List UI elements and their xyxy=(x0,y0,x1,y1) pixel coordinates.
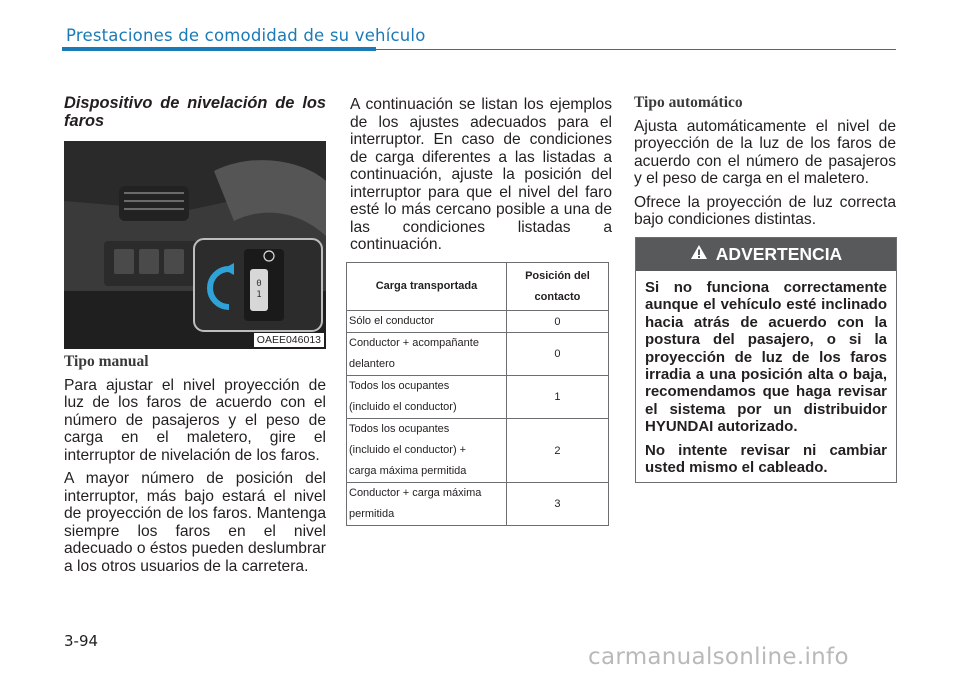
table-row xyxy=(347,311,609,333)
manual-type-section xyxy=(64,353,326,581)
position-cell: 0 xyxy=(506,333,608,376)
position-cell: 3 xyxy=(506,483,608,526)
header-rule-thick xyxy=(62,47,376,51)
load-cell-line: (incluido el conductor) + xyxy=(349,444,467,456)
load-cell-line: delantero xyxy=(349,358,395,370)
warning-header xyxy=(636,238,896,271)
table-row xyxy=(347,333,609,376)
page-number: 3-94 xyxy=(64,632,99,650)
load-cell-line: Todos los ocupantes xyxy=(349,423,450,435)
watermark: carmanualsonline.info xyxy=(588,644,849,670)
table-row xyxy=(347,419,609,483)
table-header-position: Posición del contacto xyxy=(506,263,608,311)
auto-type-subhead: Tipo automático xyxy=(634,94,743,111)
dashboard-illustration xyxy=(64,141,326,349)
auto-paragraph-1: Ajusta automáticamente el nivel de proyección de la luz de los faros de acuerdo con el número de pasajeros y el peso de carga en el maletero. xyxy=(634,117,896,187)
warning-title: ADVERTENCIA xyxy=(715,244,843,264)
column-left xyxy=(64,94,326,136)
svg-text:1: 1 xyxy=(256,290,262,300)
load-cell-line: Todos los ocupantes xyxy=(349,380,450,392)
manual-type-subhead: Tipo manual xyxy=(64,353,149,370)
column-middle xyxy=(350,96,612,260)
auto-paragraph-2: Ofrece la proyección de luz correcta bajo condiciones distintas. xyxy=(634,193,896,228)
figure-code-label: OAEE046013 xyxy=(254,333,324,347)
load-cell-line: carga máxima permitida xyxy=(349,465,467,477)
column-right xyxy=(634,94,896,235)
position-cell: 2 xyxy=(506,419,608,483)
warning-paragraph-2: No intente revisar ni cambiar usted mismo el cableado. xyxy=(645,441,887,477)
position-cell: 0 xyxy=(506,311,608,333)
load-cell-line: permitida xyxy=(349,508,395,520)
warning-box xyxy=(635,237,897,483)
page-header-title: Prestaciones de comodidad de su vehículo xyxy=(66,26,426,45)
position-cell: 1 xyxy=(506,376,608,419)
manual-paragraph-2: A mayor número de posición del interruptor, más bajo estará el nivel de proyección de los faros. Mantenga siempre los faros en el nivel adecuado o éstos pueden deslumbrar a los otros usuarios de la carretera. xyxy=(64,470,326,575)
table-row xyxy=(347,376,609,419)
warning-body xyxy=(636,271,896,476)
table-intro-paragraph: A continuación se listan los ejemplos de los ajustes adecuados para el interruptor. En caso de condiciones de carga diferentes a las listadas a continuación, ajuste la posición del interruptor para que el nivel del faro esté lo más cercano posible a una de las condiciones listadas a continuación. xyxy=(350,96,612,253)
table-header-load: Carga transportada xyxy=(347,263,507,311)
table-header-row xyxy=(347,263,609,311)
load-cell: Sólo el conductor xyxy=(349,315,434,327)
warning-paragraph-1: Si no funciona correctamente aunque el vehículo esté inclinado hacia atrás de acuerdo con la postura del pasajero, o si la proyección de luz de los faros irradia a una posición alta o baja, recomendamos que haga revisar el sistema por un distribuidor HYUNDAI autorizado. xyxy=(645,279,887,436)
load-cell-line: Conductor + carga máxima xyxy=(349,487,482,499)
load-cell-line: Conductor + acompañante xyxy=(349,337,479,349)
load-position-table xyxy=(346,262,609,526)
svg-text:0: 0 xyxy=(256,279,262,289)
header-rule-thin xyxy=(376,49,896,50)
load-cell-line: (incluido el conductor) xyxy=(349,401,457,413)
section-title: Dispositivo de nivelación de los faros xyxy=(64,94,326,130)
table-row xyxy=(347,483,609,526)
warning-triangle-icon xyxy=(690,244,708,265)
headlight-leveling-photo xyxy=(64,141,326,349)
manual-paragraph-1: Para ajustar el nivel proyección de luz de los faros de acuerdo con el número de pasajeros y el peso de carga en el maletero, gire el interruptor de nivelación de los faros. xyxy=(64,376,326,464)
